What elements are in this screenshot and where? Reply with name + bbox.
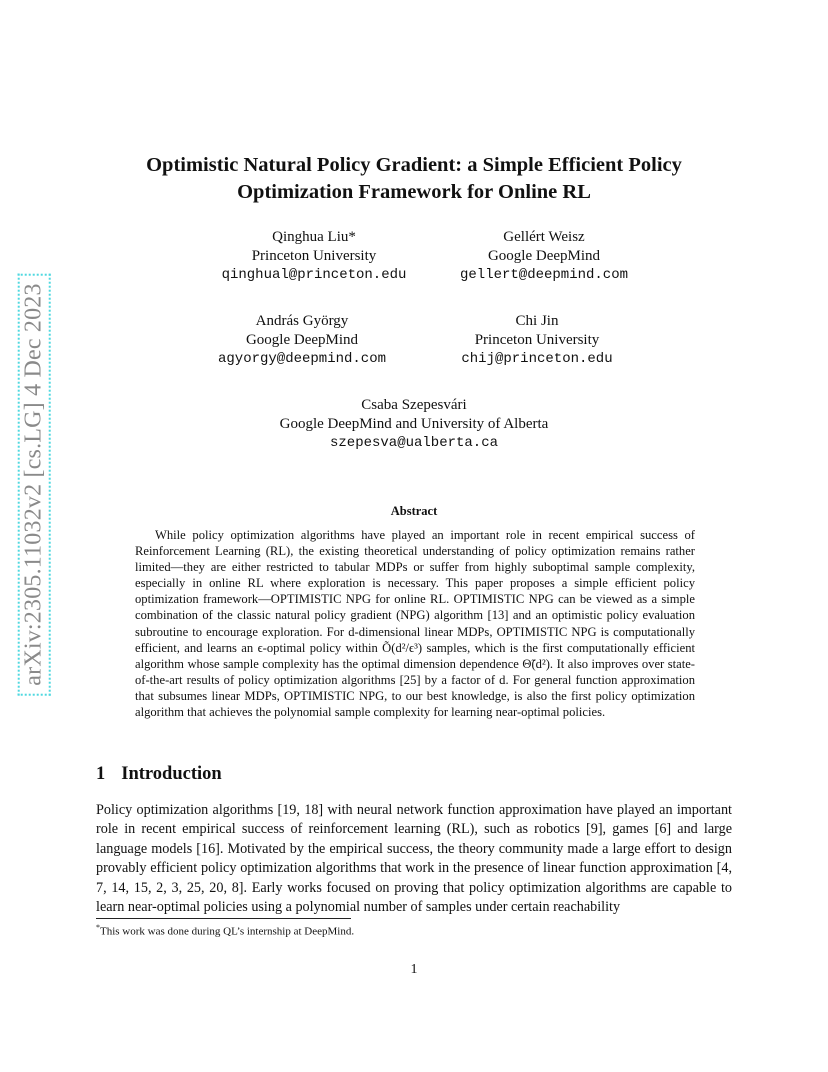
author-name: András György: [255, 313, 349, 329]
arxiv-id[interactable]: arXiv:2305.11032v2 [cs.LG] 4 Dec 2023: [18, 273, 51, 695]
author-name: Chi Jin: [515, 313, 559, 329]
arxiv-stamp[interactable]: [14, 264, 54, 704]
footnote: [96, 923, 732, 938]
abstract-text: While policy optimization algorithms have played an important role in recent empirical success of Reinforcement Learning (RL), the existing theoretical understanding of policy optimization remains rather limited—they are either restricted to tabular MDPs or suffer from highly suboptimal sample complexity, especially in online RL where exploration is necessary. This paper proposes a simple efficient policy optimization framework—OPTIMISTIC NPG for online RL. OPTIMISTIC NPG can be viewed as a simple combination of the classic natural policy gradient (NPG) algorithm [13] and an optimistic policy evaluation subroutine to encourage exploration. For d-dimensional linear MDPs, OPTIMISTIC NPG is computationally efficient, and learns an ϵ-optimal policy within Õ(d²/ϵ³) samples, which is the first computationally efficient algorithm whose sample complexity has the optimal dimension dependence Θ̃(d²). It also improves over state-of-the-art results of policy optimization algorithms [25] by a factor of d. For general function approximation that subsumes linear MDPs, OPTIMISTIC NPG, to our best knowledge, is also the first policy optimization algorithm that achieves the polynomial sample complexity for learning near-optimal policies.: [135, 528, 695, 720]
footnote-text: This work was done during QL’s internship at DeepMind.: [100, 925, 355, 938]
author-affiliation: Google DeepMind: [487, 248, 601, 264]
introduction-text: Policy optimization algorithms [19, 18] with neural network function approximation have played an important role in recent empirical success of reinforcement learning (RL), such as robotics [9], games [6] and large language models [16]. Motivated by the empirical success, the theory community made a large effort to design provably efficient policy optimization algorithms that work in the presence of linear function approximation [4, 7, 14, 15, 2, 3, 25, 20, 8]. Early works focused on proving that policy optimization algorithms are capable to learn near-optimal policies using a polynomial number of samples under certain reachability: [96, 802, 732, 916]
author-email[interactable]: agyorgy@deepmind.com: [217, 351, 387, 367]
abstract-heading: Abstract: [390, 504, 438, 518]
author-affiliation: Princeton University: [251, 248, 377, 264]
paper-title: Optimistic Natural Policy Gradient: a Simple Efficient Policy Optimization Framework for Online RL: [146, 154, 682, 203]
author-email[interactable]: chij@princeton.edu: [461, 351, 613, 367]
author-block: [264, 396, 564, 453]
author-name: Csaba Szepesvári: [361, 397, 467, 413]
section-heading: [96, 764, 222, 785]
author-block: [394, 228, 694, 285]
author-affiliation: Google DeepMind: [245, 332, 359, 348]
author-email[interactable]: szepesva@ualberta.ca: [329, 435, 499, 451]
author-affiliation: Princeton University: [474, 332, 600, 348]
author-block: [387, 312, 687, 369]
author-name: Gellért Weisz: [503, 229, 585, 245]
author-email[interactable]: gellert@deepmind.com: [459, 267, 629, 283]
author-name: Qinghua Liu*: [272, 229, 356, 245]
section-number: 1: [96, 764, 106, 784]
author-email[interactable]: qinghual@princeton.edu: [221, 267, 407, 283]
page-number: 1: [410, 962, 418, 977]
footnote-mark: *: [96, 923, 100, 932]
section-title: Introduction: [121, 764, 222, 784]
author-affiliation: Google DeepMind and University of Alberta: [279, 416, 549, 432]
footnote-divider: [96, 918, 351, 919]
